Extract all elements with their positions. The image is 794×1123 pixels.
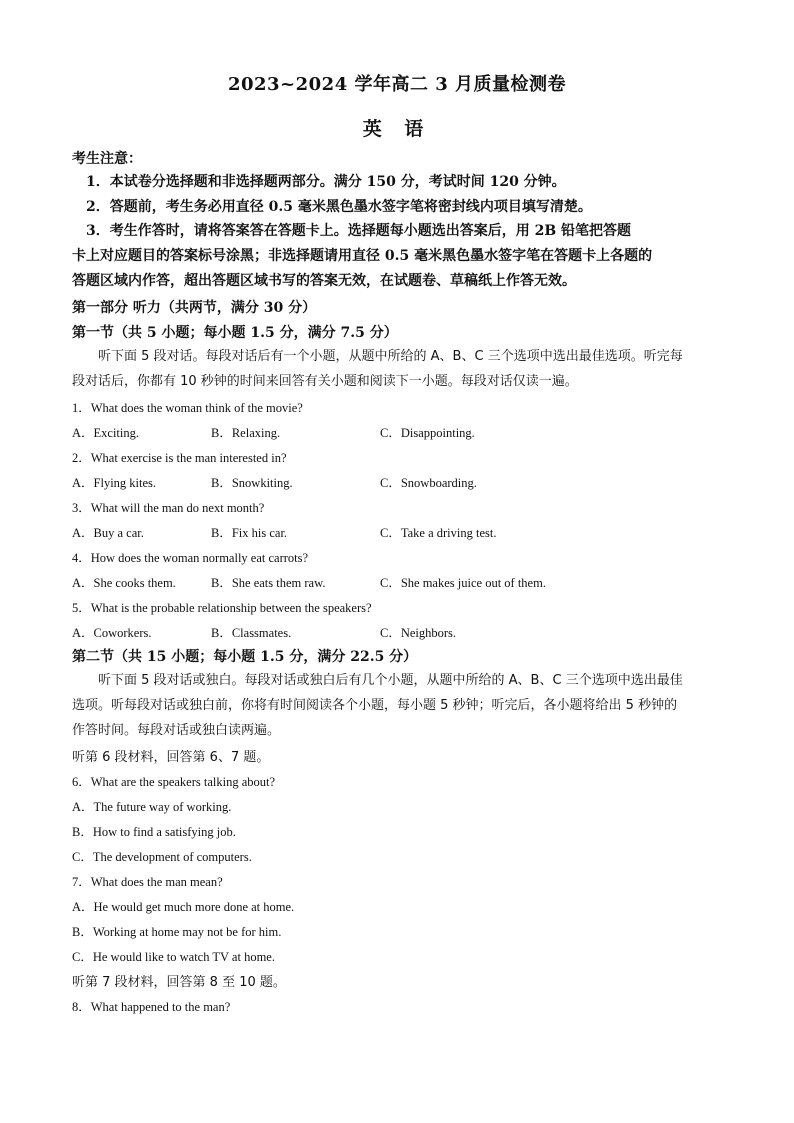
option-c: C．She makes juice out of them. <box>380 576 546 590</box>
question-6-option-a: A．The future way of working. <box>72 800 232 814</box>
question-3-options <box>72 523 732 541</box>
option-a: A．Exciting. <box>72 426 140 440</box>
section2-instruction-3: 作答时间。每段对话或独白读两遍。 <box>72 723 281 738</box>
option-b: B．Snowkiting. <box>211 476 293 490</box>
question-5-options <box>72 623 732 641</box>
notice-heading: 考生注意： <box>72 151 142 167</box>
subject-title: 英 语 <box>362 118 432 140</box>
section2-instruction-1: 听下面 5 段对话或独白。每段对话或独白后有几个小题，从题中所给的 A、B、C 三个选项中选出最佳 <box>72 673 683 688</box>
option-a: A．Flying kites. <box>72 476 157 490</box>
option-a: A．Coworkers. <box>72 626 152 640</box>
option-b: B．Relaxing. <box>211 426 281 440</box>
option-b: B．She eats them raw. <box>211 576 326 590</box>
option-c: C．Neighbors. <box>380 626 457 640</box>
notice-line-1: 1．本试卷分选择题和非选择题两部分。满分 150 分，考试时间 120 分钟。 <box>72 174 566 190</box>
question-7-option-a: A．He would get much more done at home. <box>72 900 295 914</box>
question-7: 7．What does the man mean? <box>72 875 223 889</box>
option-a: A．Buy a car. <box>72 526 144 540</box>
question-7-option-c: C．He would like to watch TV at home. <box>72 950 275 964</box>
question-6-option-c: C．The development of computers. <box>72 850 252 864</box>
part1-heading: 第一部分 听力（共两节，满分 30 分） <box>72 300 317 316</box>
question-3: 3．What will the man do next month? <box>72 501 265 515</box>
option-c: C．Disappointing. <box>380 426 475 440</box>
material-7-note: 听第 7 段材料，回答第 8 至 10 题。 <box>72 975 286 990</box>
section1-instruction-2: 段对话后，你都有 10 秒钟的时间来回答有关小题和阅读下一小题。每段对话仅读一遍。 <box>72 374 578 389</box>
option-b: B．Fix his car. <box>211 526 288 540</box>
option-b: B．Classmates. <box>211 626 292 640</box>
question-1: 1．What does the woman think of the movie? <box>72 401 303 415</box>
section2-heading: 第二节（共 15 小题；每小题 1.5 分，满分 22.5 分） <box>72 649 418 665</box>
question-2-options <box>72 473 732 491</box>
question-4: 4．How does the woman normally eat carrots? <box>72 551 309 565</box>
notice-line-4: 卡上对应题目的答案标号涂黑；非选择题请用直径 0.5 毫米黑色墨水签字笔在答题卡上各题的 <box>72 248 653 264</box>
notice-line-2: 2．答题前，考生务必用直径 0.5 毫米黑色墨水签字笔将密封线内项目填写清楚。 <box>72 199 592 215</box>
question-6-option-b: B．How to find a satisfying job. <box>72 825 236 839</box>
option-c: C．Snowboarding. <box>380 476 477 490</box>
section2-instruction-2: 选项。听每段对话或独白前，你将有时间阅读各个小题，每小题 5 秒钟；听完后，各小题将给出 5 秒钟的 <box>72 698 678 713</box>
question-6: 6．What are the speakers talking about? <box>72 775 276 789</box>
section1-instruction-1: 听下面 5 段对话。每段对话后有一个小题，从题中所给的 A、B、C 三个选项中选出最佳选项。听完每 <box>72 349 683 364</box>
question-2: 2．What exercise is the man interested in? <box>72 451 287 465</box>
notice-line-5: 答题区域内作答，超出答题区域书写的答案无效，在试题卷、草稿纸上作答无效。 <box>72 273 576 289</box>
material-6-note: 听第 6 段材料，回答第 6、7 题。 <box>72 750 270 765</box>
section1-heading: 第一节（共 5 小题；每小题 1.5 分，满分 7.5 分） <box>72 325 398 341</box>
question-4-options <box>72 573 732 591</box>
question-5: 5．What is the probable relationship between the speakers? <box>72 601 372 615</box>
question-7-option-b: B．Working at home may not be for him. <box>72 925 282 939</box>
notice-line-3: 3．考生作答时，请将答案答在答题卡上。选择题每小题选出答案后，用 2B 铅笔把答题 <box>72 223 632 239</box>
option-c: C．Take a driving test. <box>380 526 497 540</box>
exam-title: 2023~2024 学年高二 3 月质量检测卷 <box>227 74 567 95</box>
option-a: A．She cooks them. <box>72 576 176 590</box>
question-1-options <box>72 423 732 441</box>
question-8: 8．What happened to the man? <box>72 1000 231 1014</box>
